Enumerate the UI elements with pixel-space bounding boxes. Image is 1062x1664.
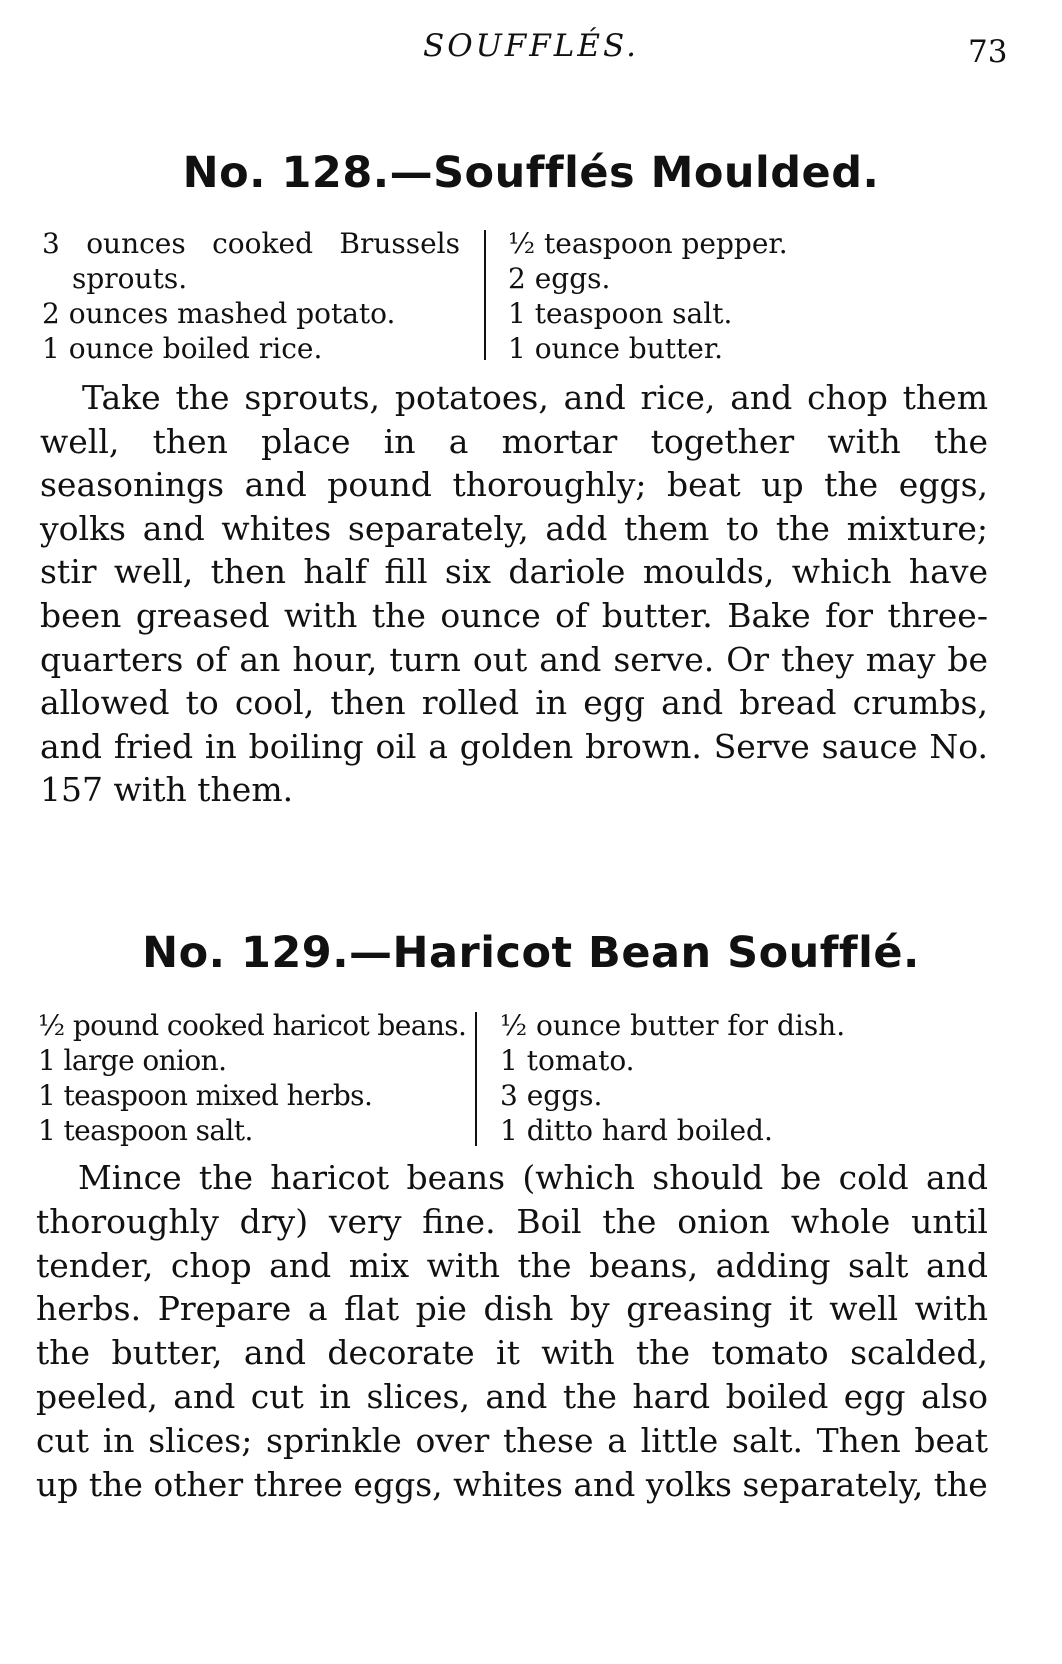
ingredient-item: 1 teaspoon mixed herbs. [38, 1079, 373, 1112]
recipe-title: No. 129.—Haricot Bean Soufflé. [142, 928, 920, 978]
column-divider [484, 230, 486, 360]
ingredient-item: ½ ounce butter for dish. [500, 1009, 846, 1042]
recipe-title: No. 128.—Soufflés Moulded. [182, 148, 880, 198]
ingredients-right-column [500, 1008, 920, 1148]
ingredient-item: 2 ounces mashed potato. [42, 297, 396, 330]
ingredient-item: ½ teaspoon pepper. [508, 227, 788, 260]
page-number: 73 [968, 34, 1008, 70]
column-divider [475, 1012, 477, 1146]
ingredient-item: 1 tomato. [500, 1044, 635, 1077]
method-paragraph: Mince the haricot beans (which should be cold and thoroughly dry) very fine. Boil the onion whole until tender, chop and mix with the beans, adding salt and herbs. Prepare a flat pie dish by greasing it well with the butter, and decorate it with the tomato scalded, peeled, and cut in slices, and the hard boiled egg also cut in slices; sprinkle over these a little salt. Then beat up the other three eggs, whites and yolks separately, the [36, 1158, 988, 1504]
running-title: SOUFFLÉS. [423, 28, 639, 64]
ingredients-list [0, 226, 1062, 366]
ingredient-item: 3 ounces cooked Brussels sprouts. [42, 227, 460, 295]
ingredient-item: 1 ounce boiled rice. [42, 332, 323, 365]
ingredients-right-column [508, 226, 928, 366]
ingredient-item: 1 teaspoon salt. [508, 297, 733, 330]
ingredients-left-column [42, 226, 460, 366]
ingredient-item: 1 teaspoon salt. [38, 1114, 253, 1147]
ingredients-list [0, 1008, 1062, 1148]
ingredient-item: 3 eggs. [500, 1079, 603, 1112]
ingredient-item: 2 eggs. [508, 262, 611, 295]
ingredient-item: 1 large onion. [38, 1044, 227, 1077]
ingredient-item: 1 ditto hard boiled. [500, 1114, 773, 1147]
ingredient-item: 1 ounce butter. [508, 332, 724, 365]
method-paragraph: Take the sprouts, potatoes, and rice, and chop them well, then place in a mortar together with the seasonings and pound thoroughly; beat up the eggs, yolks and whites separately, add them to the mixture; stir well, then half fill six dariole moulds, which have been greased with the ounce of butter. Bake for three-quarters of an hour, turn out and serve. Or they may be allowed to cool, then rolled in egg and bread crumbs, and fried in boiling oil a golden brown. Serve sauce No. 157 with them. [40, 378, 988, 810]
running-head [0, 28, 1062, 78]
ingredient-item: ½ pound cooked haricot beans. [38, 1009, 467, 1042]
ingredients-left-column [38, 1008, 468, 1148]
